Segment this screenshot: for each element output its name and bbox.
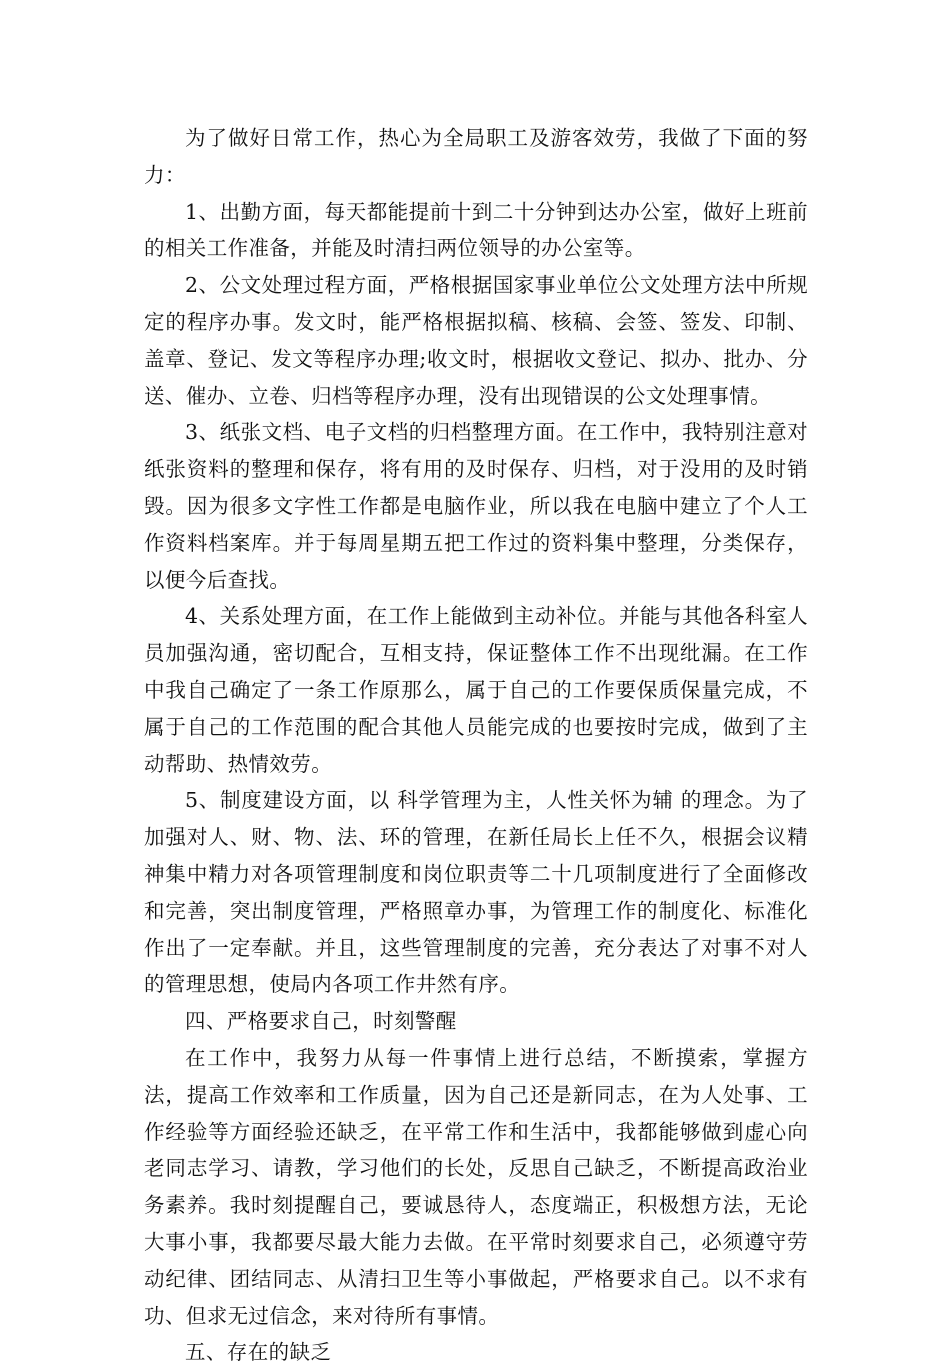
paragraph-system-building: 5、制度建设方面，以 科学管理为主，人性关怀为辅 的理念。为了加强对人、财、物、法、环的管理，在新任局长上任不久，根据会议精神集中精力对各项管理制度和岗位职责等二十几项制度进行了全面修改和完善，突出制度管理，严格照章办事，为管理工作的制度化、标准化作出了一定奉献。并且，这些管理制度的完善，充分表达了对事不对人的管理思想，使局内各项工作井然有序。 [144,788,808,997]
paragraph-attendance: 1、出勤方面，每天都能提前十到二十分钟到达办公室，做好上班前的相关工作准备，并能及时清扫两位领导的办公室等。 [144,199,808,261]
section-heading-five: 五、存在的缺乏 [185,1340,332,1365]
paragraph-relations: 4、关系处理方面，在工作上能做到主动补位。并能与其他各科室人员加强沟通，密切配合，互相支持，保证整体工作不出现纰漏。在工作中我自己确定了一条工作原那么，属于自己的工作要保质保量完成，不属于自己的工作范围的配合其他人员能完成的也要按时完成，做到了主动帮助、热情效劳。 [144,604,808,776]
paragraph-document-processing: 2、公文处理过程方面，严格根据国家事业单位公文处理方法中所规定的程序办事。发文时，能严格根据拟稿、核稿、会签、签发、印制、盖章、登记、发文等程序办理;收文时，根据收文登记、拟办、批办、分送、催办、立卷、归档等程序办理，没有出现错误的公文处理事情。 [144,273,808,408]
section-heading-four: 四、严格要求自己，时刻警醒 [185,1009,457,1034]
paragraph-intro: 为了做好日常工作，热心为全局职工及游客效劳，我做了下面的努力： [144,126,808,187]
document-body [144,120,808,1371]
paragraph-self-discipline: 在工作中，我努力从每一件事情上进行总结，不断摸索，掌握方法，提高工作效率和工作质量，因为自己还是新同志，在为人处事、工作经验等方面经验还缺乏，在平常工作和生活中，我都能够做到虚心向老同志学习、请教，学习他们的长处，反思自己缺乏，不断提高政治业务素养。我时刻提醒自己，要诚恳待人，态度端正，积极想方法，无论大事小事，我都要尽最大能力去做。在平常时刻要求自己，必须遵守劳动纪律、团结同志、从清扫卫生等小事做起，严格要求自己。以不求有功、但求无过信念，来对待所有事情。 [144,1045,808,1328]
paragraph-archiving: 3、纸张文档、电子文档的归档整理方面。在工作中，我特别注意对纸张资料的整理和保存，将有用的及时保存、归档，对于没用的及时销毁。因为很多文字性工作都是电脑作业，所以我在电脑中建立了个人工作资料档案库。并于每周星期五把工作过的资料集中整理，分类保存，以便今后查找。 [144,420,808,592]
